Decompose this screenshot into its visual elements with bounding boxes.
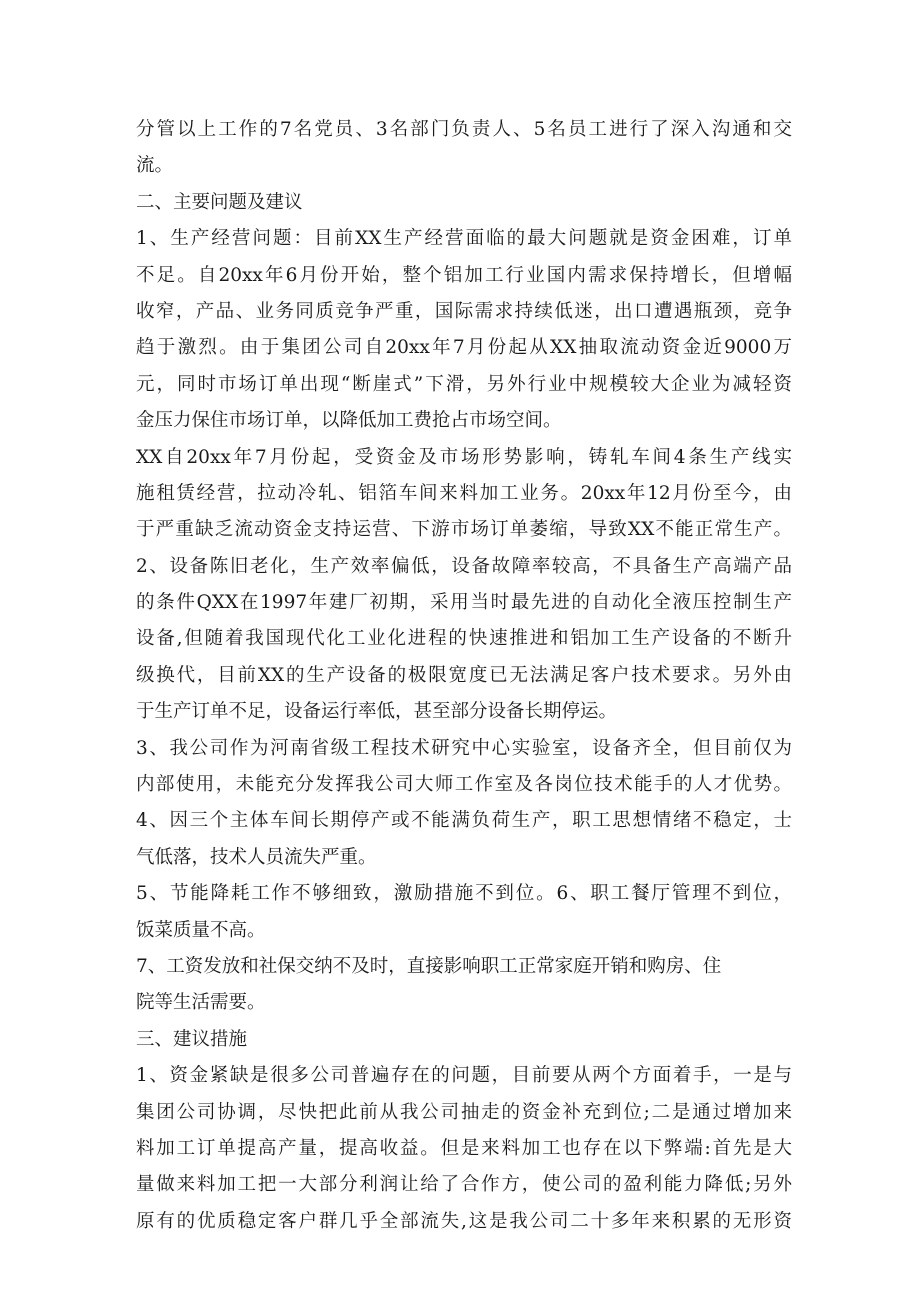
- text-line: 元，同时市场订单出现“断崖式”下滑，另外行业中规模较大企业为减轻资: [136, 373, 792, 395]
- text-line: 料加工订单提高产量，提高收益。但是来料加工也存在以下弊端:首先是大: [136, 1137, 792, 1159]
- text-line: 7、工资发放和社保交纳不及时，直接影响职工正常家庭开销和购房、住: [136, 955, 722, 977]
- section-heading: 二、主要问题及建议: [136, 191, 303, 213]
- text-line: 金压力保住市场订单，以降低加工费抢占市场空间。: [136, 410, 562, 432]
- text-line: 1、资金紧缺是很多公司普遍存在的问题，目前要从两个方面着手，一是与: [136, 1065, 792, 1087]
- text-line: 级换代，目前XX的生产设备的极限宽度已无法满足客户技术要求。另外由: [136, 664, 792, 686]
- text-line: 趋于激烈。由于集团公司自20xx年7月份起从XX抽取流动资金近9000万: [136, 337, 792, 359]
- text-line: 不足。自20xx年6月份开始，整个铝加工行业国内需求保持增长，但增幅: [136, 264, 792, 286]
- text-line: 流。: [136, 155, 174, 177]
- text-line: 饭菜质量不高。: [136, 919, 266, 941]
- text-line: 量做来料加工把一大部分利润让给了合作方，使公司的盈利能力降低;另外: [136, 1174, 792, 1196]
- section-heading: 三、建议措施: [136, 1028, 248, 1050]
- text-line: 原有的优质稳定客户群几乎全部流失,这是我公司二十多年来积累的无形资: [136, 1210, 792, 1232]
- text-line: 气低落，技术人员流失严重。: [136, 846, 377, 868]
- text-line: 收窄，产品、业务同质竞争严重，国际需求持续低迷，出口遭遇瓶颈，竞争: [136, 300, 792, 322]
- document-page: [136, 112, 792, 1240]
- text-line: 的条件QXX在1997年建厂初期，采用当时最先进的自动化全液压控制生产: [136, 592, 792, 614]
- text-line: 4、因三个主体车间长期停产或不能满负荷生产，职工思想情绪不稳定，士: [136, 810, 792, 832]
- text-line: 内部使用，未能充分发挥我公司大师工作室及各岗位技术能手的人才优势。: [136, 774, 792, 796]
- text-line: 2、设备陈旧老化，生产效率偏低，设备故障率较高，不具备生产高端产品: [136, 555, 792, 577]
- text-line: 分管以上工作的7名党员、3名部门负责人、5名员工进行了深入沟通和交: [136, 119, 792, 140]
- text-line: 于生产订单不足，设备运行率低，甚至部分设备长期停运。: [136, 701, 618, 723]
- text-line: 5、节能降耗工作不够细致，激励措施不到位。6、职工餐厅管理不到位，: [136, 883, 792, 905]
- text-line: 于严重缺乏流动资金支持运营、下游市场订单萎缩，导致XX不能正常生产。: [136, 519, 792, 541]
- text-line: 3、我公司作为河南省级工程技术研究中心实验室，设备齐全，但目前仅为: [136, 737, 792, 759]
- text-line: 1、生产经营问题：目前XX生产经营面临的最大问题就是资金困难，订单: [136, 228, 792, 250]
- text-line: XX自20xx年7月份起，受资金及市场形势影响，铸轧车间4条生产线实: [136, 446, 792, 468]
- text-line: 设备,但随着我国现代化工业化进程的快速推进和铝加工生产设备的不断升: [136, 628, 792, 650]
- text-line: 集团公司协调，尽快把此前从我公司抽走的资金补充到位;二是通过增加来: [136, 1101, 792, 1123]
- text-line: 施租赁经营，拉动冷轧、铝箔车间来料加工业务。20xx年12月份至今，由: [136, 482, 792, 504]
- text-line: 院等生活需要。: [136, 992, 266, 1014]
